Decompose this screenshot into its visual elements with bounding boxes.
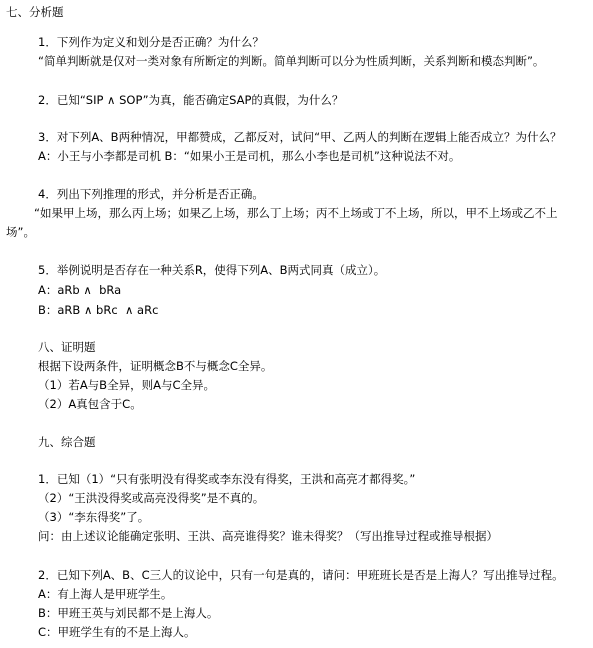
q9-2-line1: 2．已知下列A、B、C三人的议论中，只有一句是真的，请问：甲班班长是否是上海人？写出推导过程。 — [38, 568, 564, 582]
q7-5-option-a: A：aRb ∧ bRa — [38, 283, 122, 297]
q7-3-line2: A：小王与小李都是司机 B：“如果小王是司机，那么小李也是司机”这种说法不对。 — [38, 149, 461, 163]
q7-2-stem: 2．已知“SIP ∧ SOP”为真，能否确定SAP的真假，为什么？ — [38, 93, 344, 107]
section-8-heading: 八、证明题 — [38, 340, 96, 354]
q7-1-stem: 1．下列作为定义和划分是否正确？为什么？ — [38, 35, 264, 49]
q7-4-stem: 4．列出下列推理的形式，并分析是否正确。 — [38, 187, 264, 201]
q7-5-option-b: B：aRB ∧ bRc ∧ aRc — [38, 303, 159, 317]
q7-5-stem: 5．举例说明是否存在一种关系R，使得下列A、B两式同真（成立）。 — [38, 263, 386, 277]
q9-1-line2: （2）“王洪没得奖或高亮没得奖”是不真的。 — [38, 491, 265, 505]
section-7-heading: 七、分析题 — [6, 5, 64, 19]
q9-2-line3: B：甲班王英与刘民都不是上海人。 — [38, 606, 219, 620]
q8-condition-1: （1）若A与B全异，则A与C全异。 — [38, 378, 215, 392]
q8-intro: 根据下设两条件，证明概念B不与概念C全异。 — [38, 359, 273, 373]
q8-condition-2: （2）A真包含于C。 — [38, 397, 142, 411]
section-9-heading: 九、综合题 — [38, 435, 96, 449]
q9-1-line1: 1．已知（1）“只有张明没有得奖或李东没有得奖，王洪和高亮才都得奖。” — [38, 472, 416, 486]
q9-2-line4: C：甲班学生有的不是上海人。 — [38, 625, 196, 639]
q7-1-line2: “简单判断就是仅对一类对象有所断定的判断。简单判断可以分为性质判断，关系判断和模态判断”。 — [38, 54, 545, 68]
q9-1-line3: （3）“李东得奖”了。 — [38, 510, 150, 524]
q9-2-line2: A：有上海人是甲班学生。 — [38, 587, 173, 601]
q7-4-line3: 场”。 — [6, 225, 35, 239]
q9-1-line4: 问：由上述议论能确定张明、王洪、高亮谁得奖？谁未得奖？（写出推导过程或推导根据） — [38, 529, 498, 543]
q7-3-stem: 3．对下列A、B两种情况，甲都赞成，乙都反对，试问“甲、乙两人的判断在逻辑上能否成立？为什么？ — [38, 130, 562, 144]
q7-4-line2: “如果甲上场，那么丙上场；如果乙上场，那么丁上场；丙不上场或丁不上场，所以，甲不上场或乙不上 — [34, 206, 558, 220]
